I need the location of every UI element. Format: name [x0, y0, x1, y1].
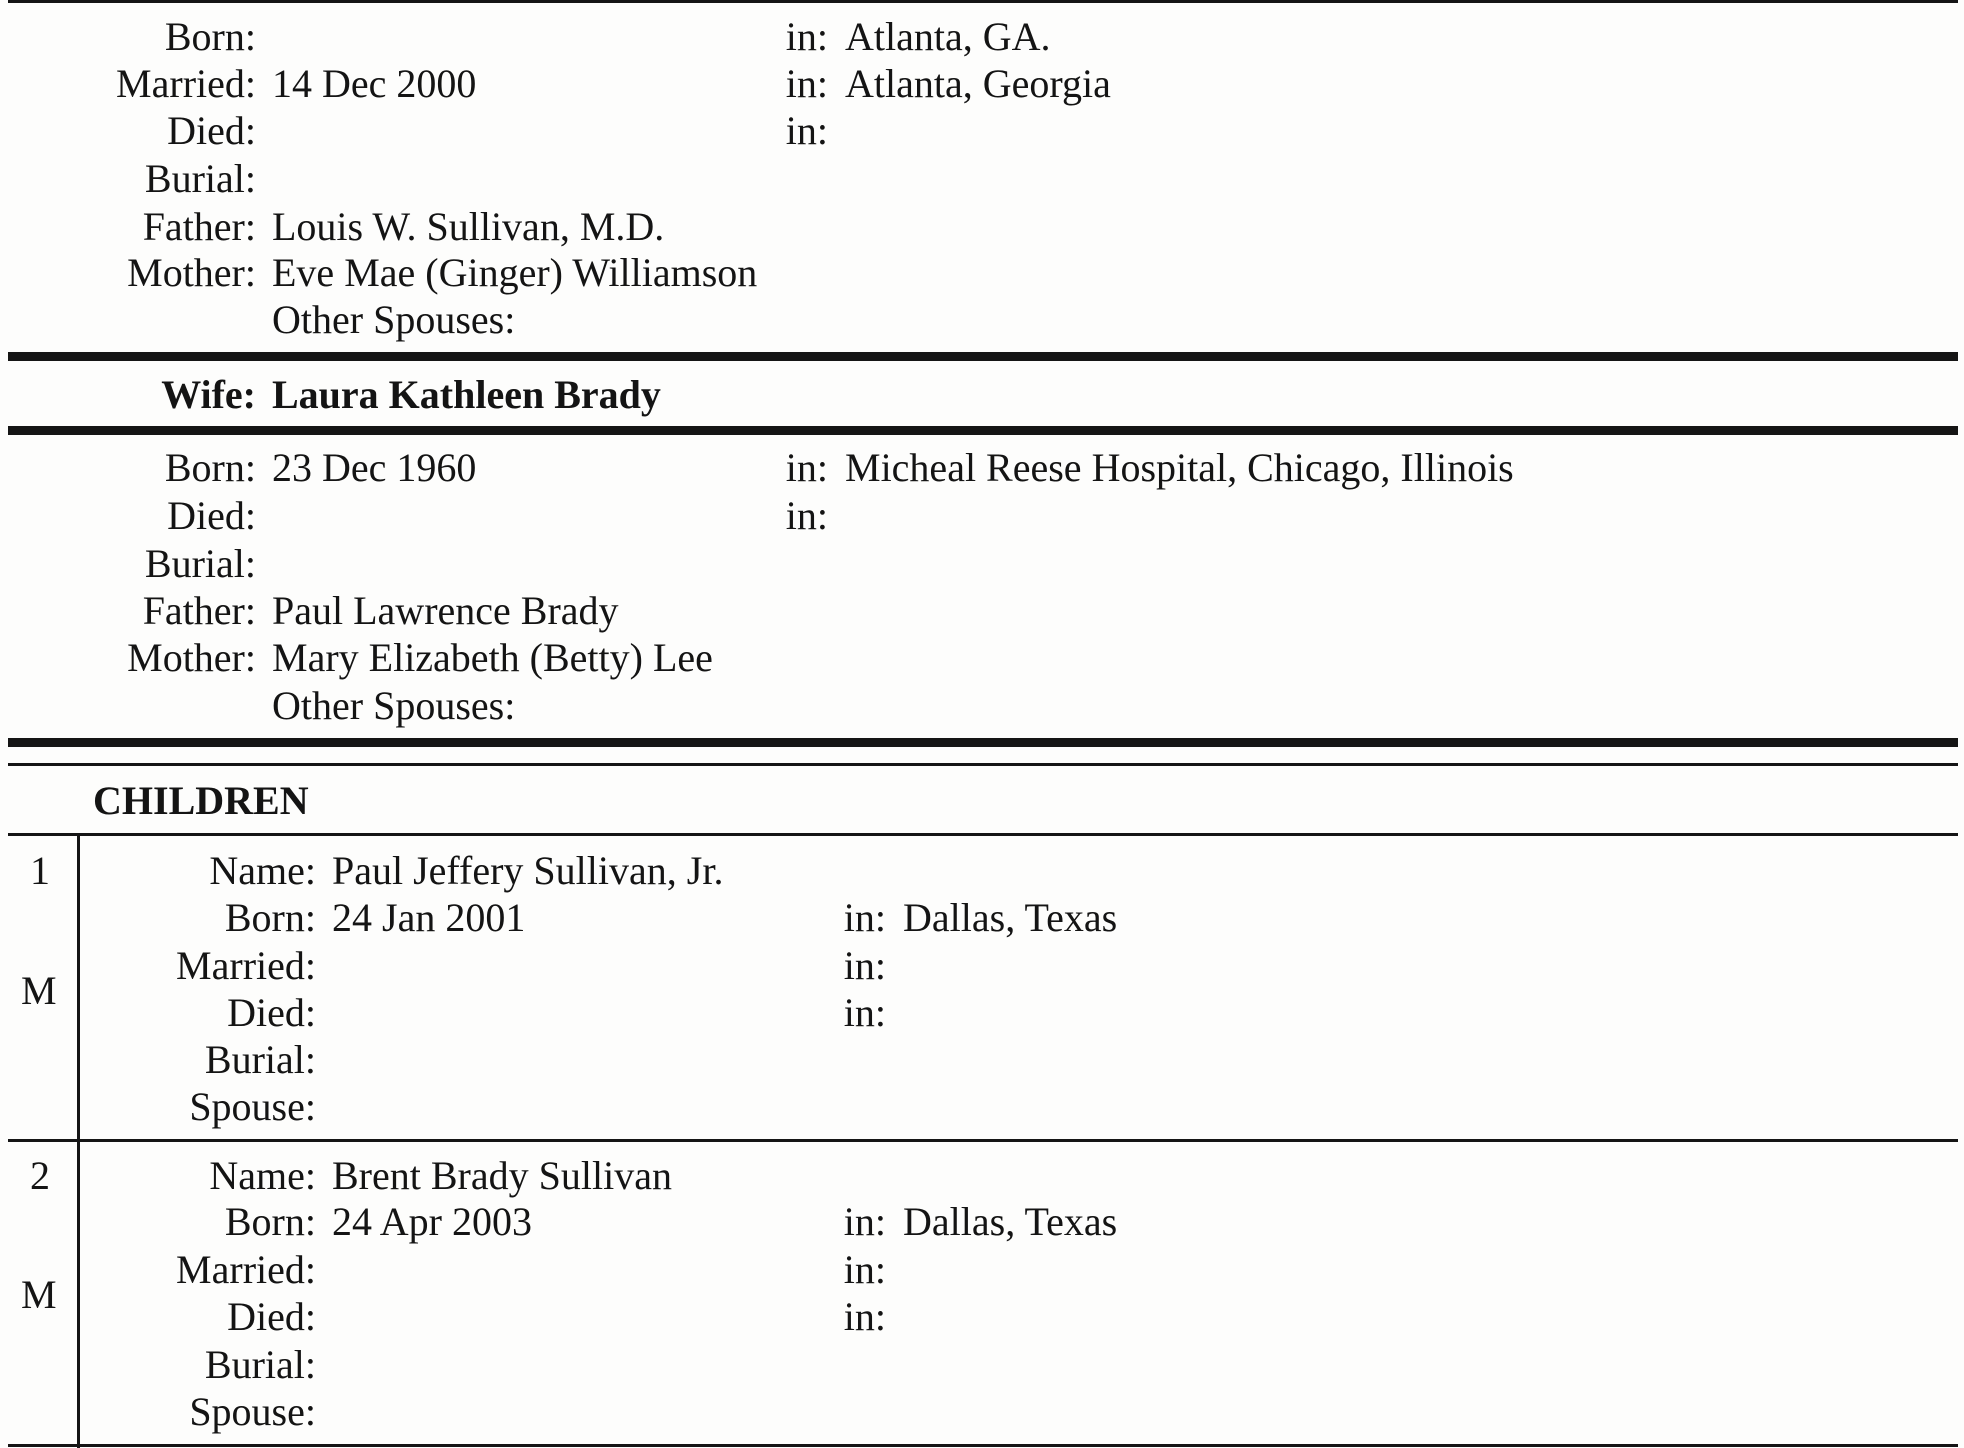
children-title-top-rule [8, 763, 1958, 766]
child-1-spouse-label: Spouse: [189, 1084, 316, 1129]
child-2-name-label: Name: [209, 1153, 316, 1198]
wife-other-spouses-label: Other Spouses: [272, 683, 516, 728]
child-1-married-label: Married: [176, 943, 316, 988]
married-in-label: in: [785, 61, 828, 106]
born-label: Born: [164, 14, 256, 59]
child-1-married-in-label: in: [843, 943, 886, 988]
child-1-number: 1 [30, 848, 50, 893]
child-1-born-label: Born: [224, 895, 316, 940]
child-2-name: Brent Brady Sullivan [332, 1153, 672, 1198]
child-1-died-label: Died: [227, 990, 316, 1035]
child-2-born-in-label: in: [843, 1199, 886, 1244]
wife-born-in-label: in: [785, 445, 828, 490]
child-2-married-in-label: in: [843, 1247, 886, 1292]
father-label: Father: [142, 204, 256, 249]
child-2-died-in-label: in: [843, 1294, 886, 1339]
child-2-died-label: Died: [227, 1294, 316, 1339]
child-2-born-label: Born: [224, 1199, 316, 1244]
married-date: 14 Dec 2000 [272, 61, 477, 106]
child-2-spouse-label: Spouse: [189, 1389, 316, 1434]
child-1-died-in-label: in: [843, 990, 886, 1035]
born-in-label: in: [785, 14, 828, 59]
child-2-bottom-rule [8, 1444, 1958, 1447]
wife-born-label: Born: [164, 445, 256, 490]
wife-died-label: Died: [167, 493, 256, 538]
child-2-born-date: 24 Apr 2003 [332, 1199, 532, 1244]
child-2-born-place: Dallas, Texas [903, 1199, 1118, 1244]
child-1-born-place: Dallas, Texas [903, 895, 1118, 940]
child-1-name: Paul Jeffery Sullivan, Jr. [332, 848, 724, 893]
died-label: Died: [167, 108, 256, 153]
wife-born-date: 23 Dec 1960 [272, 445, 477, 490]
father-name: Louis W. Sullivan, M.D. [272, 204, 665, 249]
wife-mother-name: Mary Elizabeth (Betty) Lee [272, 635, 713, 680]
burial-label: Burial: [144, 156, 256, 201]
married-label: Married: [116, 61, 256, 106]
wife-father-label: Father: [142, 588, 256, 633]
child-2-married-label: Married: [176, 1247, 316, 1292]
children-title: CHILDREN [93, 778, 309, 823]
wife-died-in-label: in: [785, 493, 828, 538]
child-2-number: 2 [30, 1153, 50, 1198]
mother-name: Eve Mae (Ginger) Williamson [272, 250, 758, 295]
married-place: Atlanta, Georgia [845, 61, 1111, 106]
child-1-bottom-rule [8, 1139, 1958, 1142]
child-2-burial-label: Burial: [204, 1342, 316, 1387]
died-in-label: in: [785, 108, 828, 153]
top-rule [8, 0, 1958, 3]
wife-name: Laura Kathleen Brady [272, 372, 661, 417]
wife-father-name: Paul Lawrence Brady [272, 588, 619, 633]
child-1-born-date: 24 Jan 2001 [332, 895, 526, 940]
wife-header-top-rule [8, 352, 1958, 361]
child-1-born-in-label: in: [843, 895, 886, 940]
child-1-burial-label: Burial: [204, 1037, 316, 1082]
wife-header-label: Wife: [161, 372, 256, 417]
wife-burial-label: Burial: [144, 541, 256, 586]
children-title-bottom-rule [8, 833, 1958, 836]
child-2-sex: M [21, 1272, 57, 1317]
mother-label: Mother: [127, 250, 256, 295]
child-1-name-label: Name: [209, 848, 316, 893]
born-place: Atlanta, GA. [845, 14, 1051, 59]
wife-mother-label: Mother: [127, 635, 256, 680]
wife-header-bottom-rule [8, 426, 1958, 435]
children-section-rule [8, 738, 1958, 747]
child-1-sex: M [21, 968, 57, 1013]
other-spouses-label: Other Spouses: [272, 297, 516, 342]
wife-born-place: Micheal Reese Hospital, Chicago, Illinois [845, 445, 1514, 490]
